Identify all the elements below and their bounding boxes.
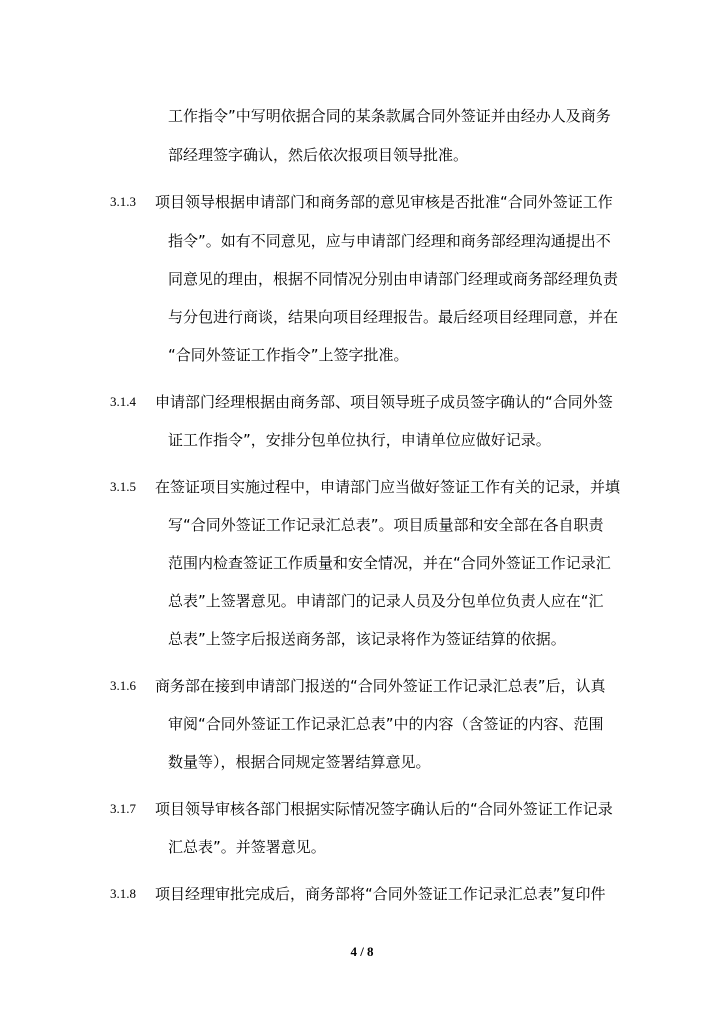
paragraph-line: 在签证项目实施过程中，申请部门应当做好签证工作有关的记录，并填 — [155, 478, 621, 496]
paragraph-line: “合同外签证工作指令”上签字批准。 — [168, 346, 409, 364]
paragraph-line: 项目经理审批完成后，商务部将“合同外签证工作记录汇总表”复印件 — [155, 885, 606, 903]
paragraph-line: 与分包进行商谈，结果向项目经理报告。最后经项目经理同意，并在 — [168, 308, 619, 326]
section-number: 3.1.5 — [110, 479, 136, 494]
paragraph-line: 项目领导根据申请部门和商务部的意见审核是否批准“合同外签证工作 — [155, 193, 613, 211]
paragraph-line: 总表”上签字后报送商务部，该记录将作为签证结算的依据。 — [168, 630, 566, 648]
section-number: 3.1.4 — [110, 394, 136, 409]
section-number: 3.1.3 — [110, 194, 136, 209]
paragraph-line: 项目领导审核各部门根据实际情况签字确认后的“合同外签证工作记录 — [155, 800, 613, 818]
page-number: 4 / 8 — [350, 944, 374, 959]
paragraph-line: 申请部门经理根据由商务部、项目领导班子成员签字确认的“合同外签 — [155, 393, 613, 411]
paragraph-line: 指令”。如有不同意见，应与申请部门经理和商务部经理沟通提出不 — [168, 232, 611, 250]
section-number: 3.1.7 — [110, 801, 136, 816]
paragraph-line: 范围内检查签证工作质量和安全情况，并在“合同外签证工作记录汇 — [168, 554, 611, 572]
paragraph-line: 总表”上签署意见。申请部门的记录人员及分包单位负责人应在“汇 — [168, 592, 604, 610]
paragraph-line: 证工作指令”，安排分包单位执行，申请单位应做好记录。 — [168, 431, 551, 449]
paragraph-line: 写“合同外签证工作记录汇总表”。项目质量部和安全部在各自职责 — [168, 516, 604, 534]
paragraph-line: 部经理签字确认，然后依次报项目领导批准。 — [168, 146, 469, 164]
paragraph-line: 工作指令”中写明依据合同的某条款属合同外签证并由经办人及商务 — [168, 107, 611, 125]
section-number: 3.1.6 — [110, 678, 136, 693]
paragraph-line: 商务部在接到申请部门报送的“合同外签证工作记录汇总表”后，认真 — [155, 677, 606, 695]
paragraph-line: 审阅“合同外签证工作记录汇总表”中的内容（含签证的内容、范围 — [168, 715, 604, 733]
paragraph-line: 同意见的理由，根据不同情况分别由申请部门经理或商务部经理负责 — [168, 270, 619, 288]
paragraph-line: 数量等），根据合同规定签署结算意见。 — [168, 753, 431, 771]
paragraph-line: 汇总表”。并签署意见。 — [168, 838, 326, 856]
section-number: 3.1.8 — [110, 886, 136, 901]
